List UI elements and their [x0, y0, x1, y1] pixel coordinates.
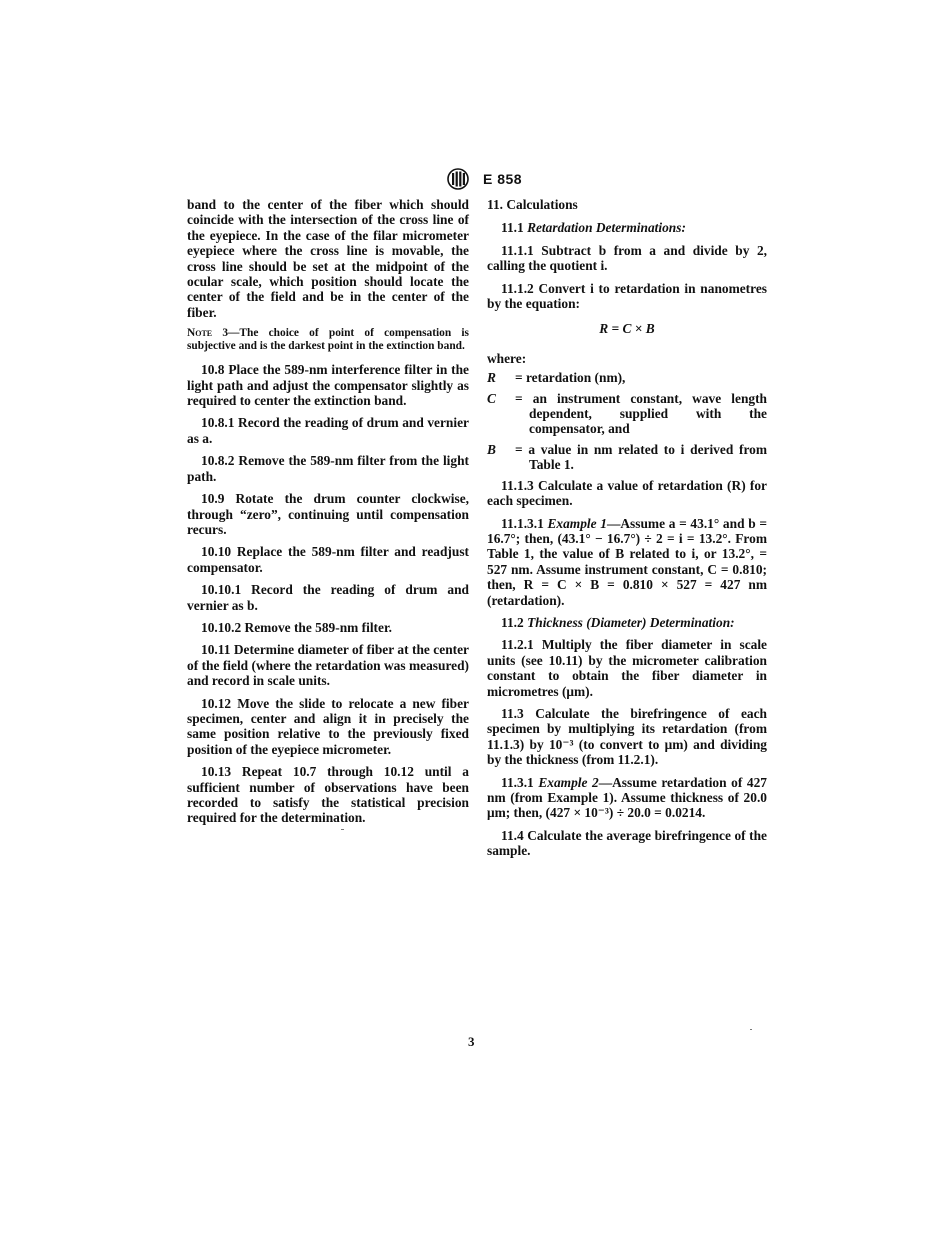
- paragraph: 10.10.1 Record the reading of drum and vernier as b.: [187, 582, 469, 613]
- definition-b: [487, 442, 767, 473]
- definition-text: = a value in nm related to i derived from Table 1.: [515, 441, 767, 473]
- example-number: 11.1.3.1: [501, 515, 544, 531]
- example-2: [487, 775, 767, 821]
- definition-text: = an instrument constant, wave length dependent, supplied with the compensator, and: [515, 390, 767, 437]
- paragraph: 11.4 Calculate the average birefringence of the sample.: [487, 827, 767, 859]
- paragraph: 10.9 Rotate the drum counter clockwise, through “zero”, continuing until compensation recurs.: [187, 491, 469, 537]
- paragraph: 10.8.1 Record the reading of drum and vernier as a.: [187, 415, 469, 446]
- example-1: [487, 516, 767, 608]
- note-label: Note 3: [187, 327, 229, 340]
- subsection-number: 11.2: [501, 614, 524, 630]
- definition-symbol: B: [487, 441, 496, 457]
- definition-symbol: C: [487, 390, 496, 406]
- scan-speck: [341, 829, 344, 830]
- paragraph: 10.10.2 Remove the 589-nm filter.: [201, 619, 393, 635]
- right-column: [487, 197, 767, 866]
- subsection-title: Thickness (Diameter) Determination:: [527, 614, 735, 630]
- paragraph: 11.2.1 Multiply the fiber diameter in scale units (see 10.11) by the micrometer calibration constant to obtain the fiber diameter in micrometres (μm).: [487, 637, 767, 699]
- scan-speck: [750, 1029, 752, 1030]
- subsection-11-1: [487, 220, 767, 235]
- subsection-11-2: [487, 615, 767, 630]
- page-number: 3: [468, 1034, 475, 1049]
- equation: R = C × B: [599, 321, 655, 337]
- astm-logo-icon: [447, 168, 469, 190]
- definition-symbol: R: [487, 370, 496, 386]
- example-number: 11.3.1: [501, 774, 534, 790]
- paragraph: 11.1.3 Calculate a value of retardation (R) for each specimen.: [487, 477, 767, 509]
- paragraph: 11.3 Calculate the birefringence of each specimen by multiplying its retardation (from 11.1.3) by 10⁻³ (to convert to μm) and dividing by the thickness (from 11.2.1).: [487, 705, 767, 768]
- paragraph: 10.8 Place the 589-nm interference filter in the light path and adjust the compensator slightly as required to center the extinction band.: [187, 362, 469, 409]
- note-3: [187, 327, 469, 353]
- standard-designation: E 858: [483, 171, 523, 187]
- example-label: Example 1: [547, 515, 607, 531]
- subsection-number: 11.1: [501, 220, 524, 236]
- example-text: —Assume a = 43.1° and b = 16.7°; then, (43.1° − 16.7°) ÷ 2 = i = 13.2°. From Table 1, the value of B related to i, or 13.2°, = 527 nm. Assume instrument constant, C = 0.810; then, R = C × B = 0.810 × 527 = 427 nm (retardation).: [487, 515, 767, 608]
- paragraph: 10.11 Determine diameter of fiber at the center of the field (where the retardation was measured) and record in scale units.: [187, 642, 469, 689]
- left-column: [187, 197, 469, 833]
- paragraph: 11.1.1 Subtract b from a and divide by 2, calling the quotient i.: [487, 242, 767, 274]
- definition-text: = retardation (nm),: [515, 370, 626, 386]
- paragraph: 10.8.2 Remove the 589-nm filter from the light path.: [187, 453, 469, 484]
- subsection-title: Retardation Determinations:: [527, 220, 686, 236]
- where-label: where:: [487, 350, 527, 366]
- paragraph: 10.10 Replace the 589-nm filter and readjust compensator.: [187, 544, 469, 575]
- paragraph: 11.1.2 Convert i to retardation in nanometres by the equation:: [487, 280, 767, 312]
- paragraph: 10.13 Repeat 10.7 through 10.12 until a sufficient number of observations have been recorded to satisfy the statistical precision required for the determination.: [187, 764, 469, 826]
- example-text: —Assume retardation of 427 nm (from Example 1). Assume thickness of 20.0 μm; then, (427 × 10⁻³) ÷ 20.0 = 0.0214.: [487, 774, 767, 821]
- example-label: Example 2: [538, 774, 599, 790]
- paragraph: band to the center of the fiber which should coincide with the intersection of the cross line of the eyepiece. In the case of the filar micrometer eyepiece where the cross line is movable, the cross line should be set at the midpoint of the ocular scale, which position should locate the center of the field and be in the center of the fiber.: [187, 197, 469, 320]
- paragraph: 10.12 Move the slide to relocate a new fiber specimen, center and align it in precisely the same position relative to the previously fixed position of the eyepiece micrometer.: [187, 695, 469, 757]
- page-header: [447, 168, 522, 190]
- note-text: —The choice of point of compensation is subjective and is the darkest point in the extinction band.: [187, 327, 469, 353]
- definition-c: [487, 391, 767, 437]
- section-title: 11. Calculations: [487, 197, 578, 212]
- definition-r: [487, 370, 767, 385]
